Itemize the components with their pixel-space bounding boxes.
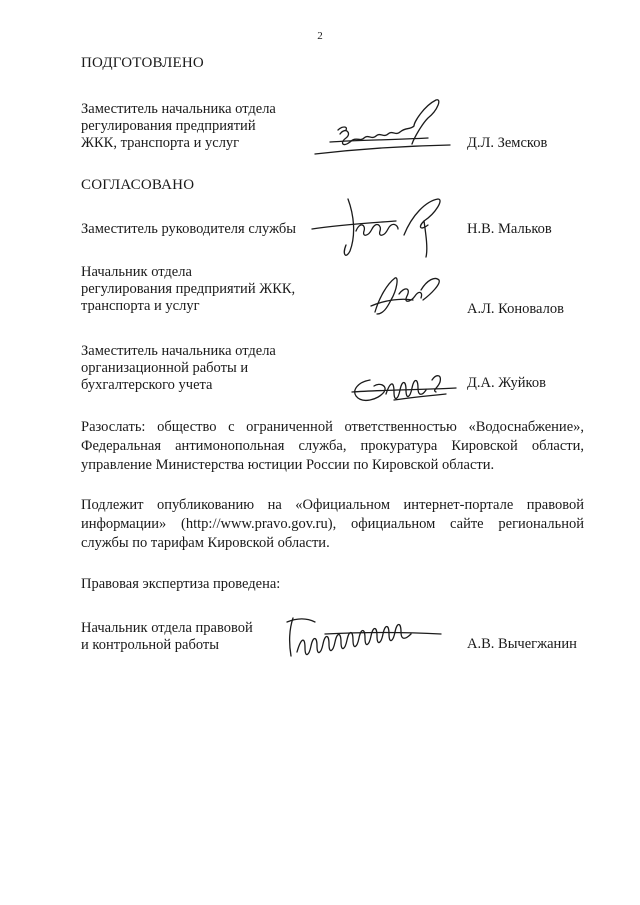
publication-paragraph: Подлежит опубликованию на «Официальном интернет-портале правовой информации» (http://www.pravo.gov.ru), официальном сайте региональной службы по тарифам Кировской области. xyxy=(81,497,584,551)
legal-review-signer-role: Начальник отдела правовой и контрольной работы xyxy=(81,620,253,653)
distribution-paragraph: Разослать: общество с ограниченной ответственностью «Водоснабжение», Федеральная антимонопольная служба, прокуратура Кировской области, управление Министерства юстиции России по Кировской области. xyxy=(81,419,584,473)
legal-review-statement: Правовая экспертиза проведена: xyxy=(81,576,281,592)
agreed-signer-name: А.Л. Коновалов xyxy=(467,301,564,317)
signature-zhuikov xyxy=(348,362,463,412)
page-number: 2 xyxy=(317,30,323,42)
agreed-signer-role: Начальник отдела регулирования предприятий ЖКК, транспорта и услуг xyxy=(81,264,296,314)
agreed-signer-name: Н.В. Мальков xyxy=(467,221,552,237)
prepared-signer-role: Заместитель начальника отдела регулирования предприятий ЖКК, транспорта и услуг xyxy=(81,101,276,151)
legal-review-signer-name: А.В. Вычегжанин xyxy=(467,636,577,652)
signature-vychegzhanin xyxy=(285,612,445,664)
signature-konovalov xyxy=(365,270,450,325)
agreed-heading: СОГЛАСОВАНО xyxy=(81,177,195,193)
agreed-signer-role: Заместитель руководителя службы xyxy=(81,221,297,237)
agreed-signer-role: Заместитель начальника отдела организационной работы и бухгалтерского учета xyxy=(81,343,276,393)
prepared-heading: ПОДГОТОВЛЕНО xyxy=(81,55,204,71)
signature-malkov xyxy=(308,195,458,265)
prepared-signer-name: Д.Л. Земсков xyxy=(467,135,548,151)
agreed-signer-name: Д.А. Жуйков xyxy=(467,375,546,391)
signature-zemskov xyxy=(310,98,460,168)
